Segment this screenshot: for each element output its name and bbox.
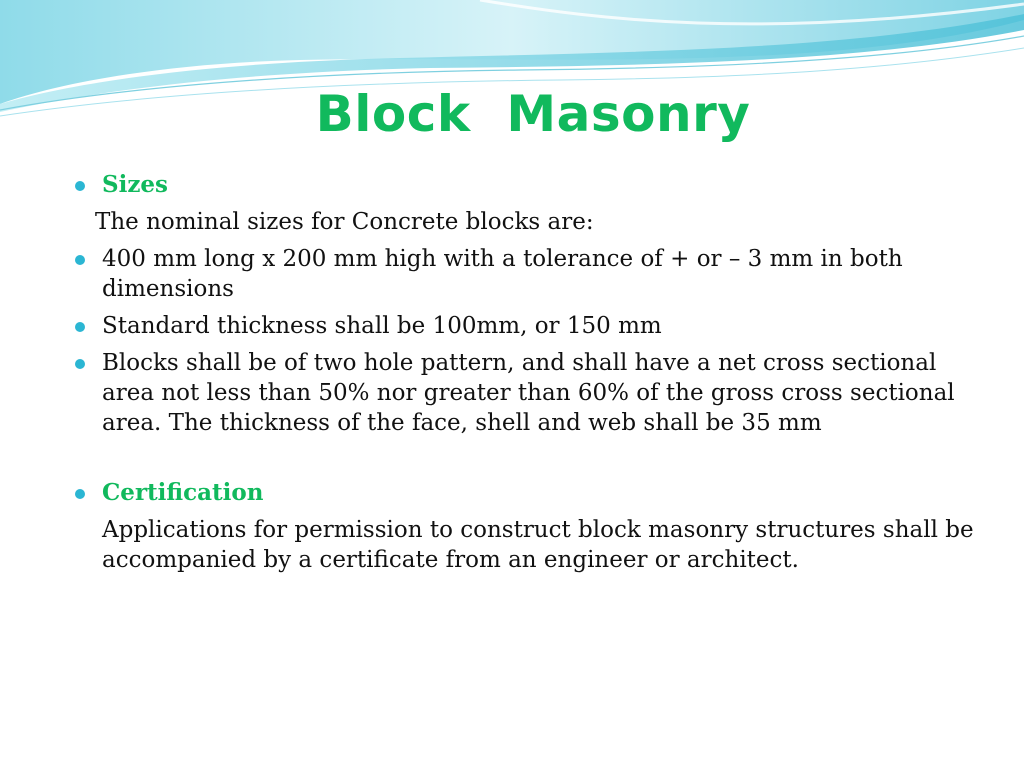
bullet-item-sizes [72, 170, 992, 200]
slide-body [72, 170, 992, 575]
bullet-item-hole-pattern [72, 348, 992, 438]
sizes-heading: Sizes [102, 171, 168, 198]
sizes-intro-text: The nominal sizes for Concrete blocks are: [95, 209, 594, 235]
certification-text: Applications for permission to construct block masonry structures shall be accompanied by a certificate from an engineer or architect. [102, 517, 974, 573]
bullet-dot-icon [75, 181, 85, 191]
certification-heading: Certification [102, 479, 264, 506]
bullet-item-thickness [72, 311, 992, 341]
bullet-item-dimensions [72, 244, 992, 304]
bullet-dot-icon [75, 489, 85, 499]
bullet-dot-icon [75, 322, 85, 332]
bullet-text: 400 mm long x 200 mm high with a tolerance of + or – 3 mm in both dimensions [102, 246, 903, 302]
slide-title: Block Masonry [315, 85, 751, 143]
bullet-item-certification [72, 478, 992, 508]
bullet-dot-icon [75, 255, 85, 265]
bullet-dot-icon [75, 359, 85, 369]
bullet-text: Standard thickness shall be 100mm, or 150 mm [102, 313, 662, 339]
bullet-text: Blocks shall be of two hole pattern, and shall have a net cross sectional area not less than 50% nor greater than 60% of the gross cross sectional area. The thickness of the face, shell and web shall be 35 mm [102, 350, 955, 436]
